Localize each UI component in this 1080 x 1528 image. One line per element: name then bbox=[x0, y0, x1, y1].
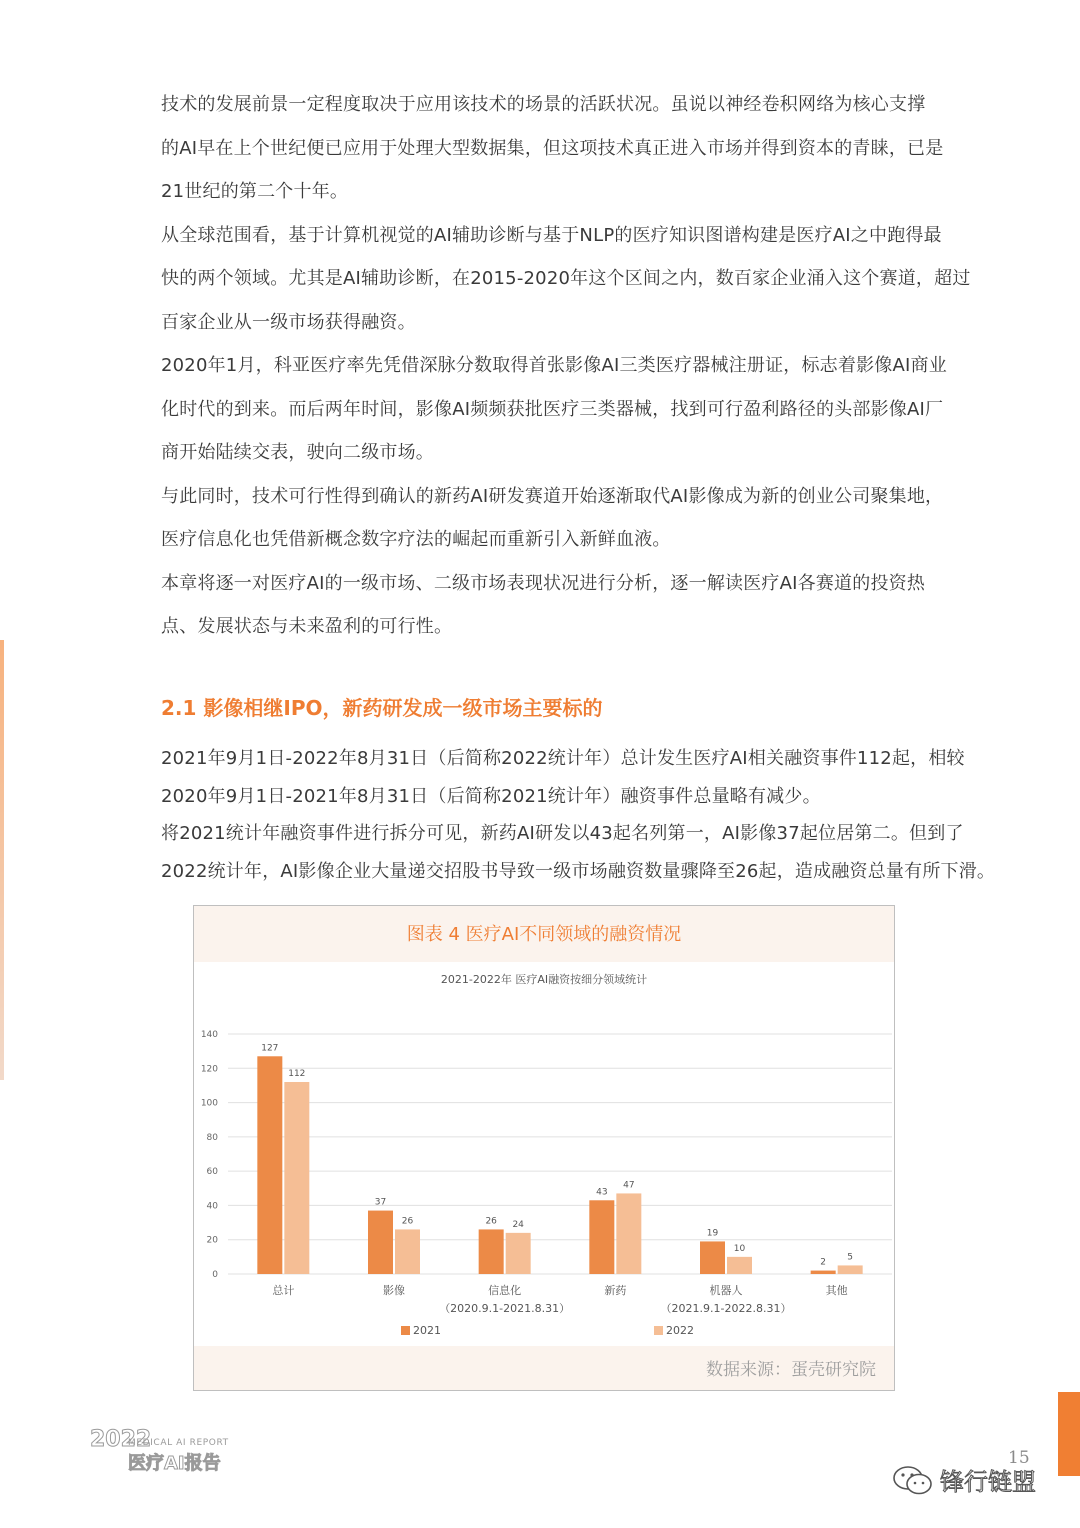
bar-2021 bbox=[589, 1200, 614, 1274]
period-note: （2021.9.1-2022.8.31） bbox=[660, 1302, 792, 1315]
bar-2022 bbox=[616, 1193, 641, 1274]
data-label: 47 bbox=[623, 1180, 635, 1191]
text-line: 快的两个领域。尤其是AI辅助诊断，在2015-2020年这个区间之内，数百家企业涌入这个赛道，超过 bbox=[161, 268, 971, 289]
period-note: （2020.9.1-2021.8.31） bbox=[439, 1302, 571, 1315]
left-edge-accent bbox=[0, 640, 4, 1080]
data-label: 37 bbox=[374, 1197, 387, 1208]
right-edge-tab bbox=[1058, 1392, 1080, 1476]
x-tick-label: 新药 bbox=[604, 1284, 627, 1297]
logo-report-en: MEDICAL AI REPORT bbox=[128, 1438, 229, 1448]
bar-2022 bbox=[506, 1233, 531, 1274]
y-tick-label: 60 bbox=[206, 1167, 218, 1178]
intro-paragraphs bbox=[161, 83, 971, 649]
legend-swatch bbox=[401, 1326, 410, 1335]
x-tick-label: 机器人 bbox=[709, 1284, 743, 1297]
logo-year: 2022 bbox=[90, 1427, 152, 1452]
figure-caption: 图表 4 医疗AI不同领域的融资情况 bbox=[406, 924, 682, 945]
page-number: 15 bbox=[1008, 1448, 1030, 1468]
data-label: 19 bbox=[706, 1228, 719, 1239]
legend-label: 2022 bbox=[666, 1324, 694, 1337]
y-tick-label: 80 bbox=[206, 1132, 218, 1143]
x-tick-label: 总计 bbox=[272, 1284, 295, 1297]
bar-2022 bbox=[284, 1082, 309, 1274]
y-tick-label: 100 bbox=[200, 1098, 218, 1109]
y-tick-label: 120 bbox=[200, 1064, 218, 1075]
data-label: 26 bbox=[401, 1216, 414, 1227]
bar-chart bbox=[194, 962, 894, 1346]
data-source: 数据来源：蛋壳研究院 bbox=[706, 1360, 876, 1380]
text-line: 化时代的到来。而后两年时间，影像AI频频获批医疗三类器械，找到可行盈利路径的头部影像AI厂 bbox=[161, 398, 944, 420]
bar-2021 bbox=[368, 1211, 393, 1274]
y-tick-label: 0 bbox=[212, 1270, 218, 1280]
bar-2021 bbox=[811, 1271, 836, 1274]
text-line: 点、发展状态与未来盈利的可行性。 bbox=[161, 616, 453, 637]
section-paragraphs bbox=[161, 740, 996, 890]
text-line: 2020年9月1日-2021年8月31日（后简称2021统计年）融资事件总量略有减少。 bbox=[161, 785, 821, 807]
text-line: 2022统计年，AI影像企业大量递交招股书导致一级市场融资数量骤降至26起，造成融资总量有所下滑。 bbox=[161, 860, 996, 882]
text-line: 的AI早在上个世纪便已应用于处理大型数据集，但这项技术真正进入市场并得到资本的青睐，已是 bbox=[161, 137, 944, 159]
text-line: 本章将逐一对医疗AI的一级市场、二级市场表现状况进行分析，逐一解读医疗AI各赛道的投资热 bbox=[161, 572, 926, 594]
y-tick-label: 140 bbox=[200, 1030, 218, 1040]
wechat-icon bbox=[892, 1464, 934, 1498]
text-line: 21世纪的第二个十年。 bbox=[161, 181, 349, 202]
bar-2021 bbox=[700, 1241, 725, 1274]
legend-swatch bbox=[654, 1326, 663, 1335]
x-tick-label: 信息化 bbox=[488, 1284, 522, 1297]
section-heading: 2.1 影像相继IPO，新药研发成一级市场主要标的 bbox=[161, 696, 603, 720]
text-line: 医疗信息化也凭借新概念数字疗法的崛起而重新引入新鲜血液。 bbox=[161, 529, 671, 550]
data-label: 112 bbox=[288, 1069, 306, 1079]
logo-report-cn: 医疗AI报告 bbox=[128, 1453, 221, 1474]
data-label: 2 bbox=[820, 1257, 827, 1268]
x-tick-label: 影像 bbox=[383, 1284, 405, 1297]
figure-box bbox=[193, 905, 895, 1391]
watermark-text: 锋行链盟 bbox=[940, 1468, 1036, 1496]
bar-2022 bbox=[395, 1229, 420, 1274]
y-tick-label: 40 bbox=[206, 1201, 218, 1212]
text-line: 将2021统计年融资事件进行拆分可见，新药AI研发以43起名列第一，AI影像37起位居第二。但到了 bbox=[161, 823, 964, 844]
data-label: 127 bbox=[261, 1043, 279, 1054]
x-tick-label: 其他 bbox=[825, 1284, 848, 1297]
text-line: 2021年9月1日-2022年8月31日（后简称2022统计年）总计发生医疗AI相关融资事件112起，相较 bbox=[161, 748, 965, 769]
data-label: 24 bbox=[512, 1219, 524, 1230]
text-line: 商开始陆续交表，驶向二级市场。 bbox=[161, 442, 434, 463]
text-line: 从全球范围看，基于计算机视觉的AI辅助诊断与基于NLP的医疗知识图谱构建是医疗AI之中跑得最 bbox=[161, 224, 942, 246]
data-label: 5 bbox=[847, 1252, 854, 1263]
bar-2021 bbox=[479, 1229, 504, 1274]
text-line: 2020年1月，科亚医疗率先凭借深脉分数取得首张影像AI三类医疗器械注册证，标志着影像AI商业 bbox=[161, 355, 947, 376]
chart-title: 2021-2022年 医疗AI融资按细分领域统计 bbox=[440, 973, 648, 986]
data-label: 43 bbox=[596, 1187, 608, 1198]
data-label: 26 bbox=[485, 1216, 497, 1227]
legend-label: 2021 bbox=[413, 1324, 441, 1337]
bar-2022 bbox=[838, 1265, 863, 1274]
data-label: 10 bbox=[733, 1243, 746, 1254]
bar-2021 bbox=[257, 1056, 282, 1274]
text-line: 与此同时，技术可行性得到确认的新药AI研发赛道开始逐渐取代AI影像成为新的创业公司聚集地， bbox=[161, 485, 944, 507]
text-line: 百家企业从一级市场获得融资。 bbox=[161, 311, 416, 333]
y-tick-label: 20 bbox=[206, 1235, 218, 1246]
text-line: 技术的发展前景一定程度取决于应用该技术的场景的活跃状况。虽说以神经卷积网络为核心支撑 bbox=[161, 94, 926, 115]
bar-2022 bbox=[727, 1257, 752, 1274]
